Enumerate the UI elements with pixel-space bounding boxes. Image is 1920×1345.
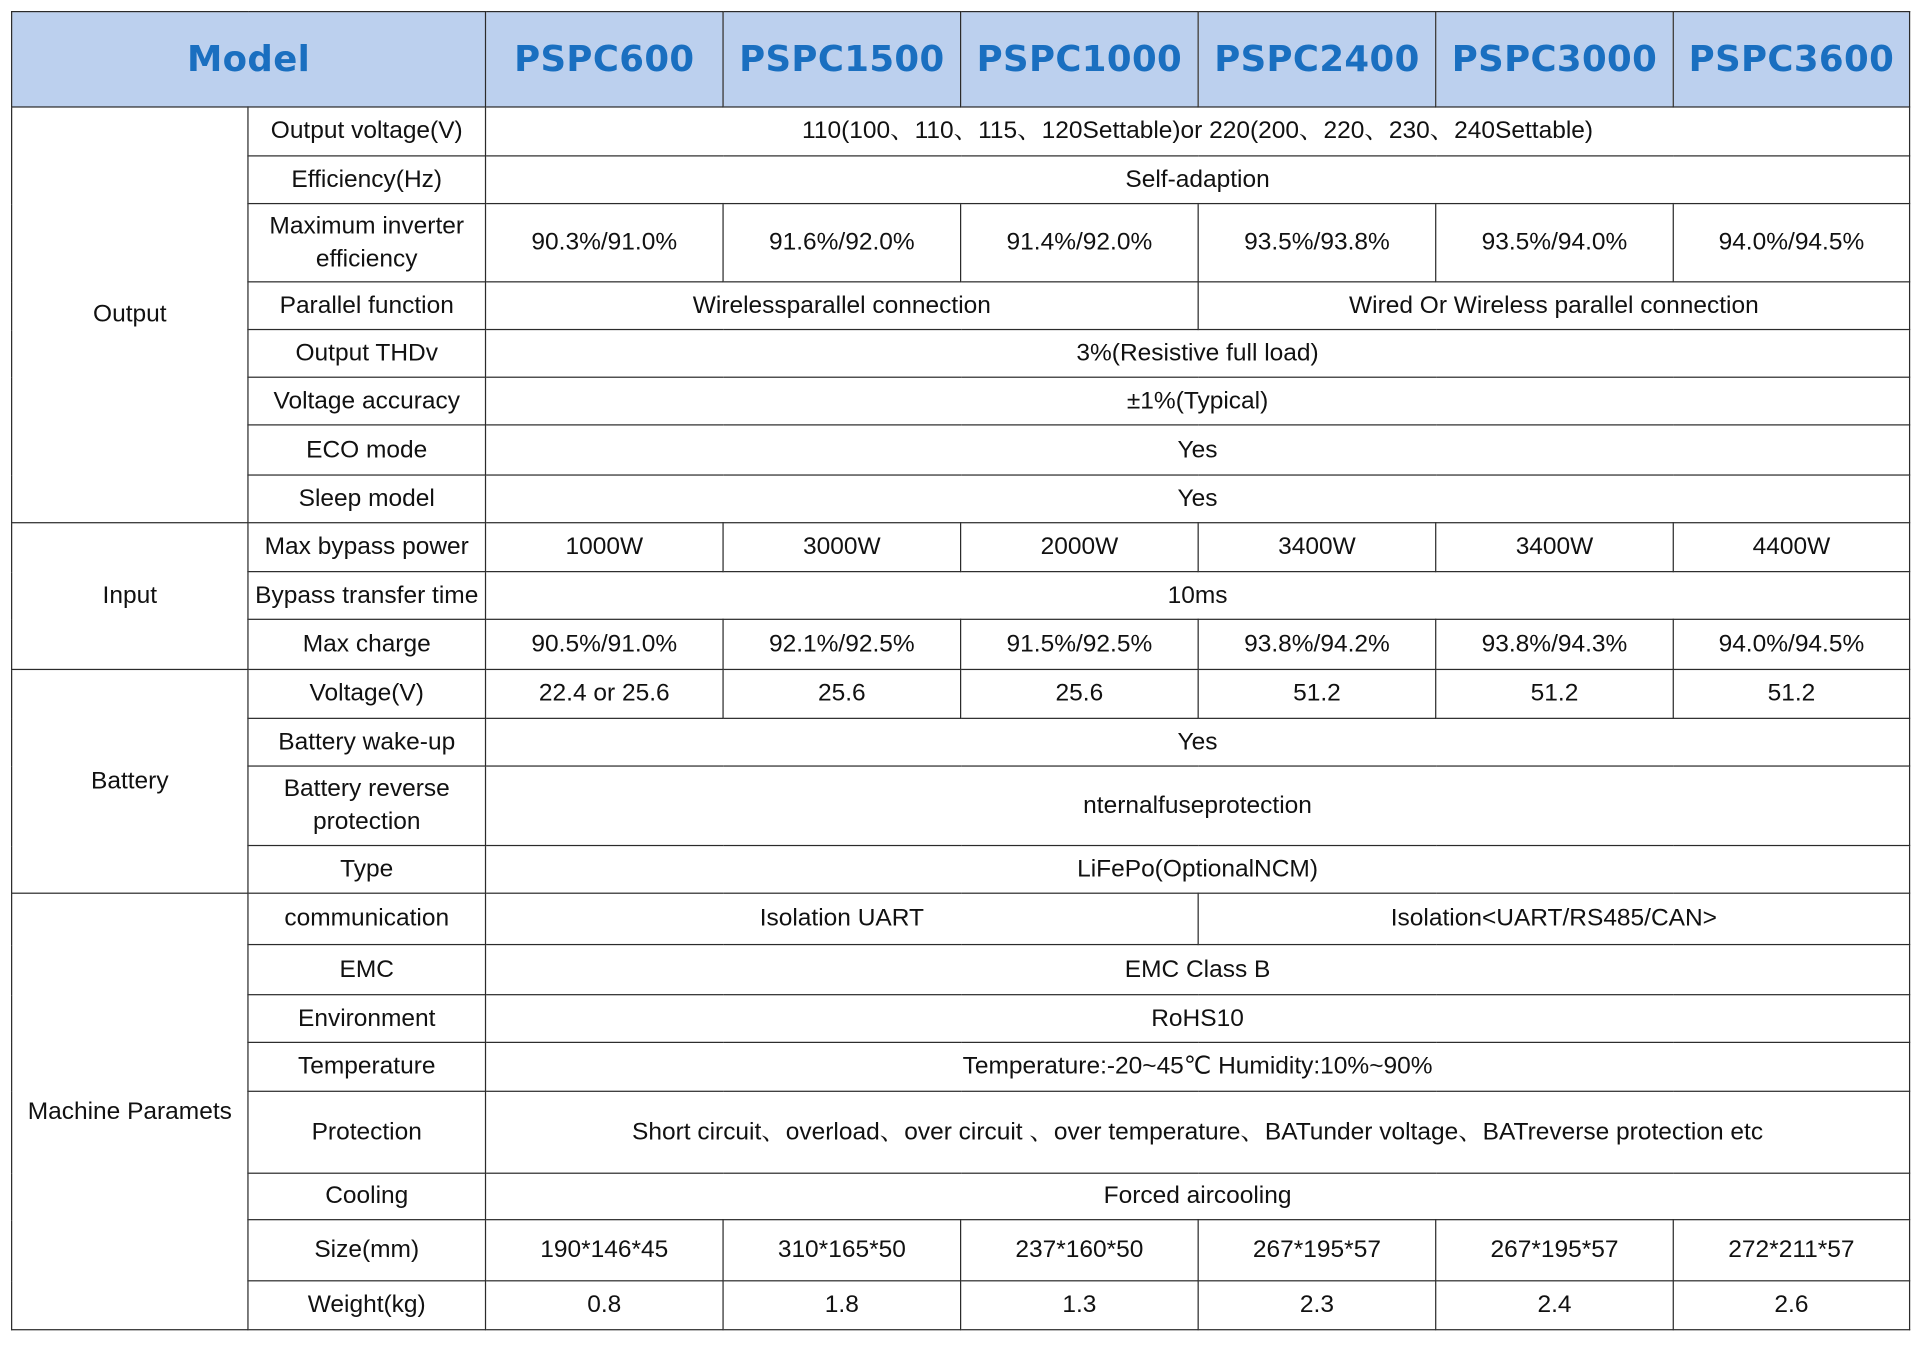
row-eco-mode <box>12 425 1910 475</box>
param-sleep-model: Sleep model <box>248 475 486 523</box>
param-protection: Protection <box>248 1091 486 1173</box>
param-bypass-transfer <box>248 572 486 620</box>
value-environment: RoHS10 <box>486 995 1910 1043</box>
value-communication-b: Isolation<UART/RS485/CAN> <box>1198 893 1909 944</box>
value-max-charge-efficiency-5: 93.8%/94.3% <box>1436 619 1674 669</box>
value-max-charge-efficiency-3: 91.5%/92.5% <box>961 619 1199 669</box>
row-communication <box>12 893 1910 944</box>
value-voltage-accuracy: ±1%(Typical) <box>486 377 1910 425</box>
group-input: Input <box>12 523 248 670</box>
param-battery-type: Type <box>248 846 486 894</box>
value-output-voltage: 110(100、110、115、120Settable)or 220(200、220、230、240Settable) <box>486 107 1910 156</box>
group-output: Output <box>12 107 248 523</box>
value-communication-a: Isolation UART <box>486 893 1199 944</box>
param-size: Size(mm) <box>248 1220 486 1281</box>
spec-table <box>11 11 1910 1330</box>
param-weight: Weight(kg) <box>248 1281 486 1330</box>
param-max-charge-efficiency-text: Max charge <box>302 630 431 658</box>
model-header-6: PSPC3600 <box>1673 12 1909 107</box>
row-battery-voltage <box>12 669 1910 718</box>
value-size-6: 272*211*57 <box>1673 1220 1909 1281</box>
value-max-charge-efficiency-2: 92.1%/92.5% <box>723 619 961 669</box>
value-parallel-function-b: Wired Or Wireless parallel connection <box>1198 282 1909 330</box>
row-battery-reverse-protection <box>12 766 1910 845</box>
value-output-thdv: 3%(Resistive full load) <box>486 330 1910 378</box>
value-max-inverter-efficiency-2: 91.6%/92.0% <box>723 204 961 282</box>
value-emc: EMC Class B <box>486 945 1910 995</box>
value-temperature: Temperature:-20~45℃ Humidity:10%~90% <box>486 1042 1910 1091</box>
row-size <box>12 1220 1910 1281</box>
value-max-charge-efficiency-6: 94.0%/94.5% <box>1673 619 1909 669</box>
model-header-2: PSPC1500 <box>723 12 961 107</box>
row-bypass-transfer <box>12 572 1910 620</box>
model-header: Model <box>12 12 486 107</box>
param-temperature: Temperature <box>248 1042 486 1091</box>
row-battery-type <box>12 846 1910 894</box>
value-battery-voltage-1: 22.4 or 25.6 <box>486 669 724 718</box>
param-voltage-accuracy: Voltage accuracy <box>248 377 486 425</box>
value-max-inverter-efficiency-3: 91.4%/92.0% <box>961 204 1199 282</box>
value-sleep-model: Yes <box>486 475 1910 523</box>
value-max-inverter-efficiency-4: 93.5%/93.8% <box>1198 204 1436 282</box>
value-max-charge-efficiency-1: 90.5%/91.0% <box>486 619 724 669</box>
row-output-thdv <box>12 330 1910 378</box>
value-max-charge-efficiency-4: 93.8%/94.2% <box>1198 619 1436 669</box>
value-max-bypass-power-2: 3000W <box>723 523 961 572</box>
group-battery: Battery <box>12 669 248 893</box>
param-battery-reverse-protection: Battery reverse protection <box>248 766 486 845</box>
row-sleep-model <box>12 475 1910 523</box>
model-header-4: PSPC2400 <box>1198 12 1436 107</box>
param-environment: Environment <box>248 995 486 1043</box>
value-battery-wake-up: Yes <box>486 718 1910 766</box>
group-machine-paramets: Machine Paramets <box>12 893 248 1330</box>
row-environment <box>12 995 1910 1043</box>
param-eco-mode: ECO mode <box>248 425 486 475</box>
value-size-2: 310*165*50 <box>723 1220 961 1281</box>
value-weight-6: 2.6 <box>1673 1281 1909 1330</box>
param-bypass-transfer-text: Bypass transfer time <box>255 581 479 609</box>
row-battery-wake-up <box>12 718 1910 766</box>
value-max-inverter-efficiency-1: 90.3%/91.0% <box>486 204 724 282</box>
value-size-1: 190*146*45 <box>486 1220 724 1281</box>
value-battery-voltage-3: 25.6 <box>961 669 1199 718</box>
value-max-bypass-power-5: 3400W <box>1436 523 1674 572</box>
param-emc: EMC <box>248 945 486 995</box>
value-parallel-function-a: Wirelessparallel connection <box>486 282 1199 330</box>
value-weight-5: 2.4 <box>1436 1281 1674 1330</box>
param-max-bypass-power: Max bypass power <box>248 523 486 572</box>
value-eco-mode: Yes <box>486 425 1910 475</box>
header-row <box>12 12 1910 107</box>
value-max-inverter-efficiency-6: 94.0%/94.5% <box>1673 204 1909 282</box>
row-max-charge-efficiency <box>12 619 1910 669</box>
value-battery-reverse-protection: nternalfuseprotection <box>486 766 1910 845</box>
model-header-1: PSPC600 <box>486 12 724 107</box>
param-battery-wake-up: Battery wake-up <box>248 718 486 766</box>
value-protection: Short circuit、overload、over circuit 、over temperature、BATunder voltage、BATreverse protection etc <box>486 1091 1910 1173</box>
value-battery-voltage-4: 51.2 <box>1198 669 1436 718</box>
value-weight-4: 2.3 <box>1198 1281 1436 1330</box>
value-max-bypass-power-6: 4400W <box>1673 523 1909 572</box>
row-cooling <box>12 1173 1910 1219</box>
row-protection <box>12 1091 1910 1173</box>
value-max-bypass-power-1: 1000W <box>486 523 724 572</box>
value-max-bypass-power-4: 3400W <box>1198 523 1436 572</box>
value-battery-voltage-5: 51.2 <box>1436 669 1674 718</box>
value-max-inverter-efficiency-5: 93.5%/94.0% <box>1436 204 1674 282</box>
row-max-inverter-efficiency <box>12 204 1910 282</box>
param-communication: communication <box>248 893 486 944</box>
param-cooling: Cooling <box>248 1173 486 1219</box>
value-battery-voltage-2: 25.6 <box>723 669 961 718</box>
row-temperature <box>12 1042 1910 1091</box>
value-weight-3: 1.3 <box>961 1281 1199 1330</box>
value-bypass-transfer: 10ms <box>486 572 1910 620</box>
param-output-voltage: Output voltage(V) <box>248 107 486 156</box>
value-size-4: 267*195*57 <box>1198 1220 1436 1281</box>
value-efficiency-hz: Self-adaption <box>486 156 1910 204</box>
value-size-3: 237*160*50 <box>961 1220 1199 1281</box>
row-efficiency-hz <box>12 156 1910 204</box>
param-battery-voltage: Voltage(V) <box>248 669 486 718</box>
model-header-5: PSPC3000 <box>1436 12 1674 107</box>
param-max-charge-efficiency <box>248 619 486 669</box>
row-weight <box>12 1281 1910 1330</box>
row-emc <box>12 945 1910 995</box>
row-parallel-function <box>12 282 1910 330</box>
row-output-voltage <box>12 107 1910 156</box>
row-voltage-accuracy <box>12 377 1910 425</box>
value-max-bypass-power-3: 2000W <box>961 523 1199 572</box>
param-output-thdv: Output THDv <box>248 330 486 378</box>
param-efficiency-hz: Efficiency(Hz) <box>248 156 486 204</box>
value-size-5: 267*195*57 <box>1436 1220 1674 1281</box>
row-max-bypass-power <box>12 523 1910 572</box>
value-cooling: Forced aircooling <box>486 1173 1910 1219</box>
param-parallel-function: Parallel function <box>248 282 486 330</box>
value-weight-1: 0.8 <box>486 1281 724 1330</box>
value-battery-voltage-6: 51.2 <box>1673 669 1909 718</box>
param-max-inverter-efficiency: Maximum inverter efficiency <box>248 204 486 282</box>
value-battery-type: LiFePo(OptionalNCM) <box>486 846 1910 894</box>
model-header-3: PSPC1000 <box>961 12 1199 107</box>
value-weight-2: 1.8 <box>723 1281 961 1330</box>
